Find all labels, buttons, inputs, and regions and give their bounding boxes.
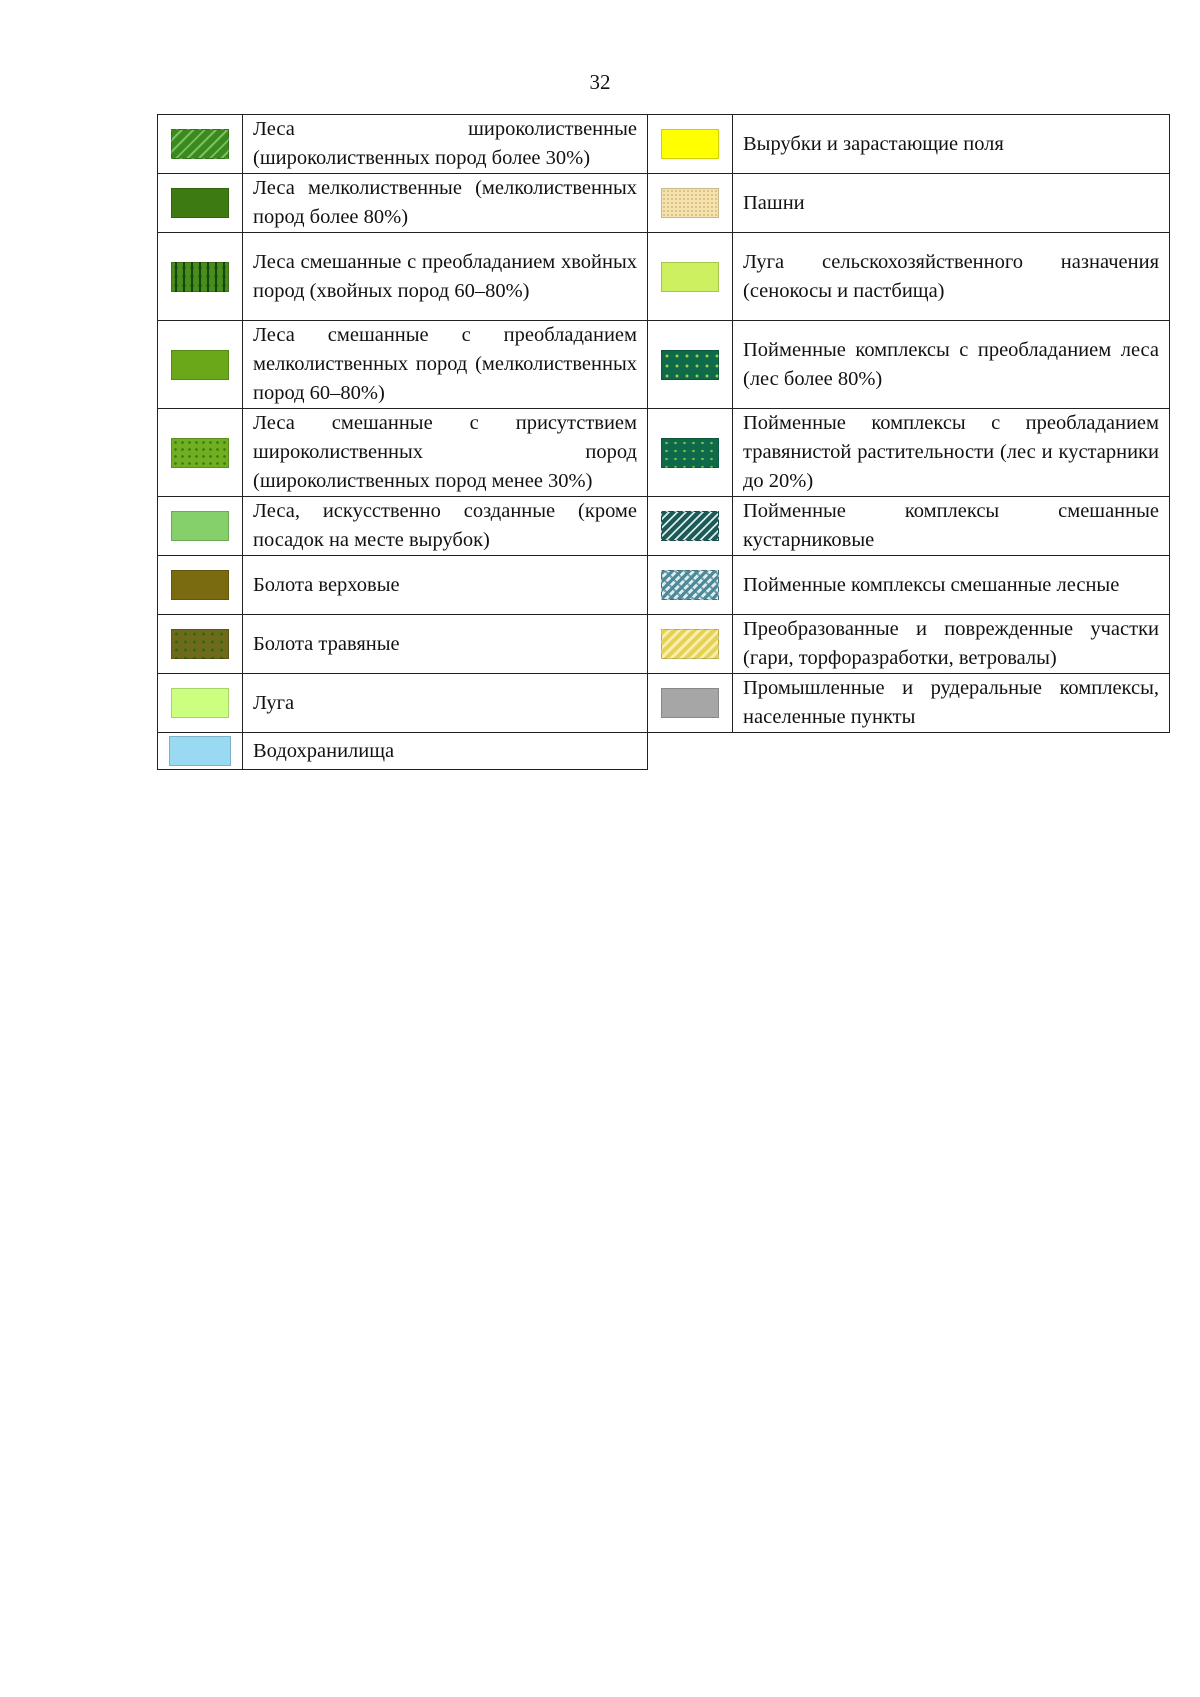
legend-swatch-cell [648, 233, 733, 321]
legend-table [157, 114, 1170, 770]
legend-row [158, 615, 1170, 674]
arable-land-swatch-icon [661, 188, 719, 218]
legend-label: Леса, искусственно созданные (кроме посадок на месте вырубок) [243, 497, 648, 556]
broadleaf-presence-forest-swatch-icon [171, 438, 229, 468]
legend-swatch-cell [158, 115, 243, 174]
legend-label: Пойменные комплексы с преобладанием леса (лес более 80%) [733, 321, 1170, 409]
floodplain-grass-swatch-icon [661, 438, 719, 468]
legend-swatch-cell [648, 409, 733, 497]
broadleaf-forest-swatch-icon [171, 129, 229, 159]
artificial-forest-swatch-icon [171, 511, 229, 541]
legend-table-wrapper [157, 114, 1159, 770]
legend-row [158, 674, 1170, 733]
legend-swatch-cell [648, 174, 733, 233]
legend-swatch-cell [158, 321, 243, 409]
reservoir-swatch-icon [169, 736, 231, 766]
legend-label: Пойменные комплексы с преобладанием травянистой растительности (лес и кустарники до 20%) [733, 409, 1170, 497]
agri-meadow-swatch-icon [661, 262, 719, 292]
industrial-ruderal-swatch-icon [661, 688, 719, 718]
legend-swatch-cell [158, 615, 243, 674]
legend-label: Пашни [733, 174, 1170, 233]
conifer-mixed-forest-swatch-icon [171, 262, 229, 292]
page-number: 32 [589, 70, 611, 94]
legend-label: Водохранилища [243, 733, 648, 770]
empty-cell [733, 733, 1170, 770]
legend-label: Пойменные комплексы смешанные кустарниковые [733, 497, 1170, 556]
legend-label: Болота верховые [243, 556, 648, 615]
legend-label: Леса мелколиственные (мелколиственных пород более 80%) [243, 174, 648, 233]
legend-label: Луга сельскохозяйственного назначения (сенокосы и пастбища) [733, 233, 1170, 321]
cuttings-swatch-icon [661, 129, 719, 159]
legend-row [158, 409, 1170, 497]
legend-label: Пойменные комплексы смешанные лесные [733, 556, 1170, 615]
legend-row [158, 115, 1170, 174]
empty-cell [648, 733, 733, 770]
legend-label: Леса смешанные с присутствием широколиственных пород (широколиственных пород менее 30%) [243, 409, 648, 497]
legend-row [158, 733, 1170, 770]
legend-swatch-cell [158, 556, 243, 615]
legend-row [158, 174, 1170, 233]
legend-swatch-cell [648, 615, 733, 674]
legend-swatch-cell [648, 115, 733, 174]
legend-label: Леса смешанные с преобладанием хвойных пород (хвойных пород 60–80%) [243, 233, 648, 321]
legend-swatch-cell [648, 556, 733, 615]
legend-label: Промышленные и рудеральные комплексы, населенные пункты [733, 674, 1170, 733]
legend-swatch-cell [158, 174, 243, 233]
floodplain-shrub-swatch-icon [661, 511, 719, 541]
legend-swatch-cell [648, 497, 733, 556]
legend-label: Леса широколиственные (широколиственных пород более 30%) [243, 115, 648, 174]
legend-swatch-cell [158, 733, 243, 770]
legend-swatch-cell [158, 233, 243, 321]
legend-row [158, 233, 1170, 321]
small-leaved-forest-swatch-icon [171, 188, 229, 218]
legend-label: Леса смешанные с преобладанием мелколиственных пород (мелколиственных пород 60–80%) [243, 321, 648, 409]
small-leaved-mixed-forest-swatch-icon [171, 350, 229, 380]
disturbed-areas-swatch-icon [661, 629, 719, 659]
legend-swatch-cell [158, 409, 243, 497]
legend-label: Болота травяные [243, 615, 648, 674]
raised-bog-swatch-icon [171, 570, 229, 600]
legend-row [158, 556, 1170, 615]
meadow-swatch-icon [171, 688, 229, 718]
legend-swatch-cell [648, 674, 733, 733]
legend-label: Преобразованные и поврежденные участки (гари, торфоразработки, ветровалы) [733, 615, 1170, 674]
legend-swatch-cell [158, 674, 243, 733]
grass-bog-swatch-icon [171, 629, 229, 659]
legend-label: Вырубки и зарастающие поля [733, 115, 1170, 174]
legend-row [158, 321, 1170, 409]
legend-swatch-cell [648, 321, 733, 409]
floodplain-mixed-forest-swatch-icon [661, 570, 719, 600]
legend-label: Луга [243, 674, 648, 733]
floodplain-forest-swatch-icon [661, 350, 719, 380]
legend-row [158, 497, 1170, 556]
legend-swatch-cell [158, 497, 243, 556]
